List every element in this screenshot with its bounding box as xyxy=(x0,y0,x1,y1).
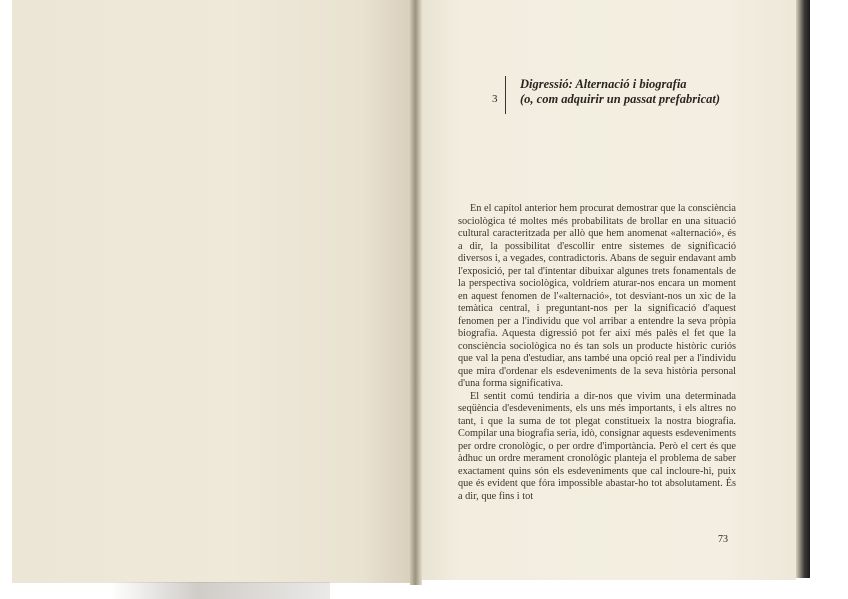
page-edge-shadow xyxy=(796,0,810,578)
book-gutter xyxy=(410,0,422,585)
chapter-title-line-1: Digressió: Alternació i biografia xyxy=(520,77,687,91)
page-number: 73 xyxy=(718,534,728,545)
chapter-number: 3 xyxy=(492,93,498,105)
body-text xyxy=(458,203,736,503)
paragraph-2: El sentit comú tendiria a dir-nos que vivim una determinada seqüència d'esdeveniments, els uns més importants, i els altres no tant, i que la suma de tot plegat constitueix la nostra biografia. Compilar una biografia seria, idò, consignar aquests esdeveniments per ordre cronològic, o per ordre d'importància. Però el cert és que àdhuc un ordre merament cronològic planteja el problema de saber exactament quins són els esdeveniments que cal incloure-hi, puix que és evident que fóra impossible abastar-ho tot absolutament. És a dir, que fins i tot xyxy=(458,390,736,502)
chapter-title xyxy=(520,77,760,107)
chapter-title-line-2: (o, com adquirir un passat prefabricat) xyxy=(520,92,721,106)
chapter-divider xyxy=(505,76,506,114)
scan-shadow xyxy=(110,582,330,599)
paragraph-1: En el capítol anterior hem procurat demostrar que la consciència sociològica té moltes més probabilitats de brollar en una situació cultural caracteritzada per allò que hem anomenat «alternació», és a dir, la possibilitat d'escollir entre sistemes de significació diversos i, a vegades, contradictoris. Abans de seguir endavant amb l'exposició, per tal d'intentar dibuixar algunes trets fonamentals de la perspectiva sociològica, voldríem aturar-nos encara un moment en aquest fenomen de l'«alternació», tot desviant-nos un xic de la temàtica central, i preguntant-nos per la significació d'aquest fenomen per a l'individu que vol arribar a entendre la seva pròpia biografia. Aquesta digressió pot fer així més palès el fet que la consciència sociològica no és tan sols un producte històric curiós que val la pena d'estudiar, ans també una opció real per a l'individu que mira d'ordenar els esdeveniments de la seva història personal d'una forma significativa. xyxy=(458,203,736,389)
left-page-blank xyxy=(12,0,410,583)
